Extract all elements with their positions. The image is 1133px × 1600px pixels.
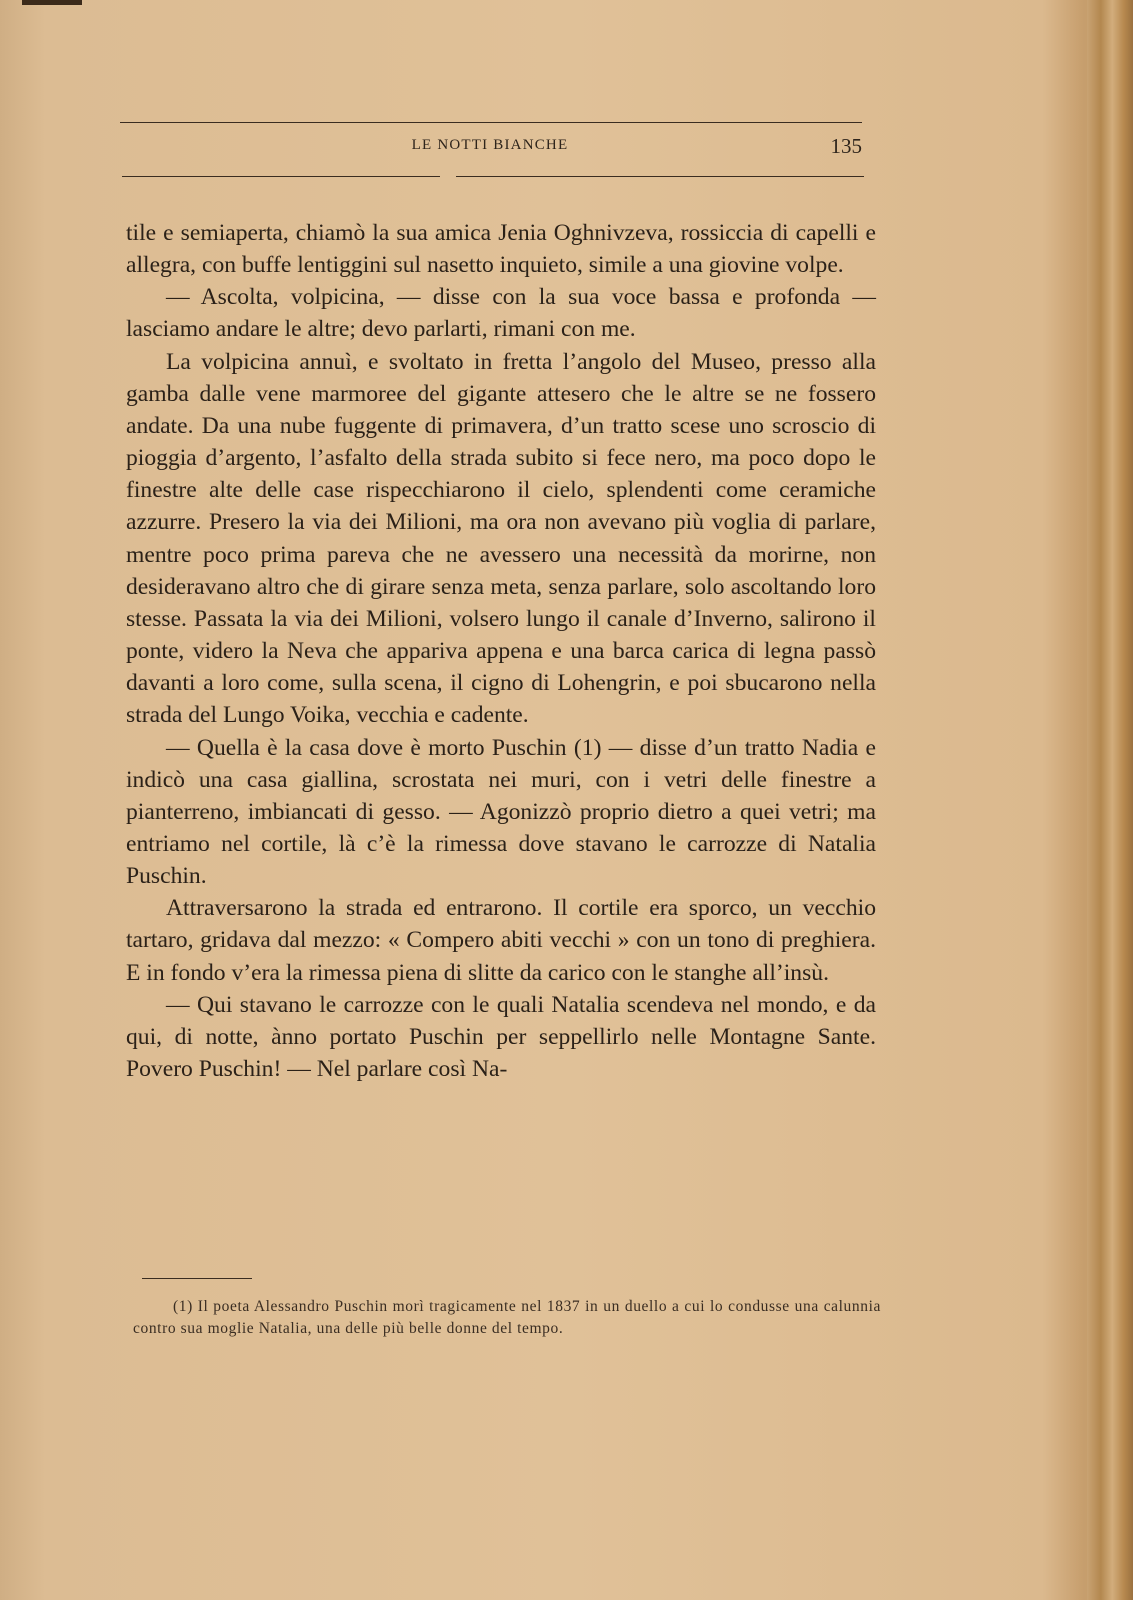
header-rule-bottom-right — [456, 176, 864, 177]
running-head — [120, 136, 860, 158]
footnote-rule — [142, 1278, 252, 1279]
paragraph: tile e semiaperta, chiamò la sua amica Jenia Oghnivzeva, rossiccia di capelli e allegra, con buffe lentiggini sul nasetto inquieto, simile a una giovine volpe. — [126, 220, 876, 279]
paragraph: Attraversarono la strada ed entrarono. Il cortile era sporco, un vecchio tartaro, gridava dal mezzo: « Compero abiti vecchi » con un tono di preghiera. E in fondo v’era la rimessa piena di slitte da carico con le stanghe all’insù. — [126, 895, 876, 986]
main-text — [126, 217, 876, 1085]
header-rule-top — [120, 122, 862, 123]
paragraph: — Quella è la casa dove è morto Puschin (1) — disse d’un tratto Nadia e indicò una casa giallina, scrostata nei muri, con i vetri delle finestre a pianterreno, imbiancati di gesso. — Agonizzò proprio dietro a quei vetri; ma entriamo nel cortile, là c’è la rimessa dove stavano le carrozze di Natalia Puschin. — [126, 734, 876, 890]
paragraph: La volpicina annuì, e svoltato in fretta l’angolo del Museo, presso alla gamba dalle vene marmoree del gigante attesero che le altre se ne fossero andate. Da una nube fuggente di primavera, d’un tratto scese uno scroscio di pioggia d’argento, l’asfalto della strada subito si fece nero, ma poco dopo le finestre alte delle case rispecchiarono il cielo, splendenti come ceramiche azzurre. Presero la via dei Milioni, ma ora non avevano più voglia di parlare, mentre poco prima pareva che ne avessero una necessità da morirne, non desideravano altro che di girare senza meta, senza parlare, solo ascoltando loro stesse. Passata la via dei Milioni, volsero lungo il canale d’Inverno, salirono il ponte, videro la Neva che appariva appena e una barca carica di legna passò davanti a loro come, sulla scena, il cigno di Lohengrin, e poi sbucarono nella strada del Lungo Voika, vecchia e cadente. — [126, 348, 876, 729]
footnote — [133, 1296, 881, 1339]
running-title: LE NOTTI BIANCHE — [411, 137, 569, 153]
page-number: 135 — [830, 134, 862, 158]
footnote-text: (1) Il poeta Alessandro Puschin morì tragicamente nel 1837 in un duello a cui lo condusse una calunnia contro sua moglie Natalia, una delle più belle donne del tempo. — [133, 1298, 881, 1337]
paragraph: — Qui stavano le carrozze con le quali Natalia scendeva nel mondo, e da qui, di notte, ànno portato Puschin per seppellirlo nelle Montagne Sante. Povero Puschin! — Nel parlare così Na- — [126, 991, 876, 1083]
header-rule-bottom-left — [122, 176, 440, 177]
scan-corner-mark — [22, 0, 82, 5]
page-edge-shadow — [1087, 0, 1133, 1600]
paragraph: — Ascolta, volpicina, — disse con la sua voce bassa e profonda — lasciamo andare le altre; devo parlarti, rimani con me. — [126, 284, 876, 343]
